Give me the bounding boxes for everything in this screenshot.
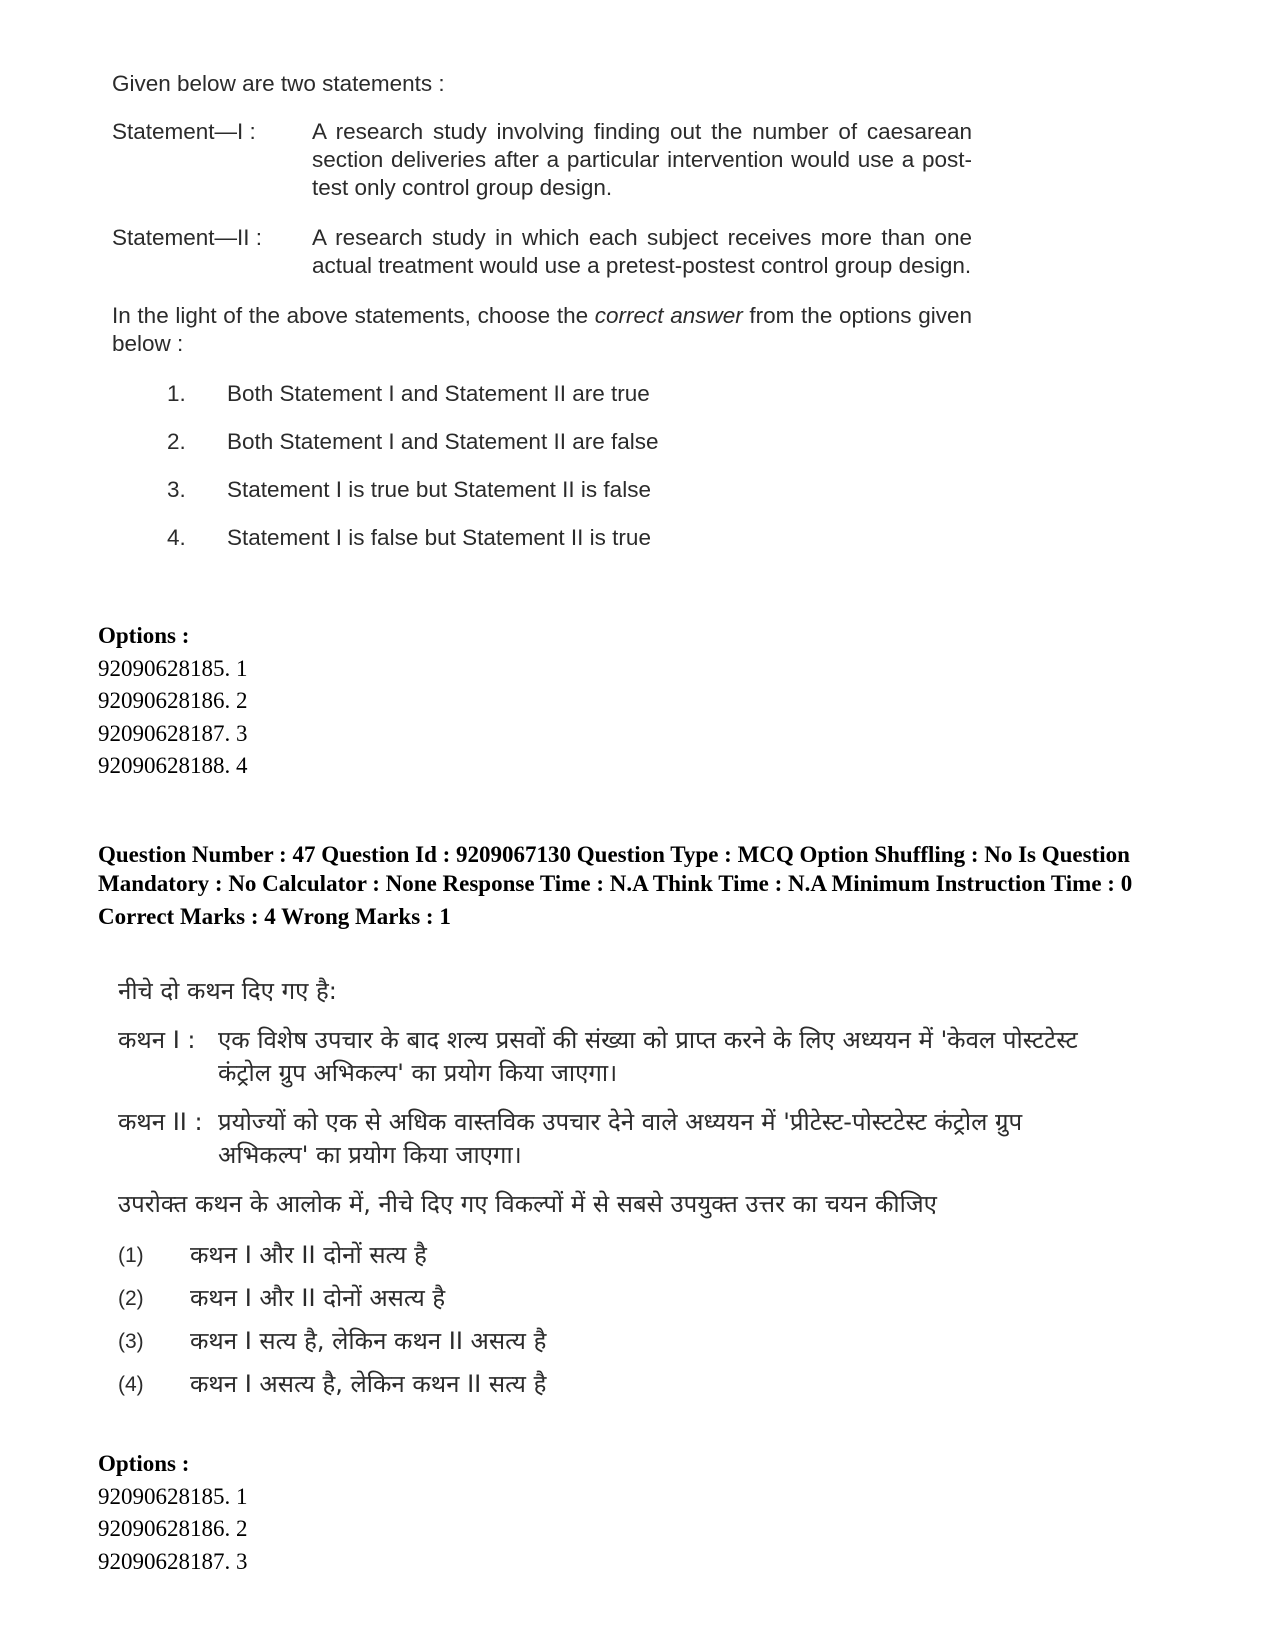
q46-choice-1 (167, 380, 972, 408)
statement-label: कथन II : (118, 1108, 203, 1136)
choice-number: (4) (118, 1373, 144, 1396)
choice-number: (1) (118, 1244, 144, 1267)
statement-text: A research study involving finding out the number of caesarean section deliveries after a particular intervention would use a post-test only control group design. (312, 119, 972, 200)
choice-number: 1. (167, 381, 186, 406)
statement-text: एक विशेष उपचार के बाद शल्य प्रसवों की संख्या को प्राप्त करने के लिए अध्ययन में 'केवल पोस्टटेस्ट कंट्रोल ग्रुप अभिकल्प' का प्रयोग किया जाएगा। (218, 1026, 1078, 1087)
statement-text: A research study in which each subject receives more than one actual treatment would use a pretest-postest control group design. (312, 225, 972, 278)
q47-meta (98, 840, 1178, 931)
conclusion-italic: correct answer (594, 303, 743, 328)
statement-label: Statement—I : (112, 119, 256, 144)
q46-conclusion (112, 302, 972, 358)
option-item: 92090628185. 1 (98, 1483, 248, 1509)
option-item: 92090628188. 4 (98, 753, 248, 778)
q46-statement-2 (112, 224, 972, 280)
choice-text: Statement I is false but Statement II is true (227, 525, 651, 550)
choice-text: कथन I असत्य है, लेकिन कथन II सत्य है (190, 1370, 547, 1398)
q47-choice-4 (118, 1368, 1098, 1401)
q47-choice-3 (118, 1325, 1098, 1358)
statement-label: Statement—II : (112, 225, 263, 250)
q47-statement-2 (118, 1106, 1098, 1172)
option-item: 92090628185. 1 (98, 655, 248, 681)
q46-choice-2 (167, 428, 972, 456)
choice-text: कथन I सत्य है, लेकिन कथन II असत्य है (190, 1327, 547, 1355)
q47-intro: नीचे दो कथन दिए गए है: (118, 977, 337, 1005)
question-46-body (112, 70, 972, 572)
marks-line: Correct Marks : 4 Wrong Marks : 1 (98, 904, 451, 929)
choice-number: 2. (167, 429, 186, 454)
q47-conclusion: उपरोक्त कथन के आलोक में, नीचे दिए गए विकल्पों में से सबसे उपयुक्त उत्तर का चयन कीजिए (118, 1190, 937, 1218)
choice-number: 4. (167, 525, 186, 550)
choice-text: Both Statement I and Statement II are false (227, 429, 659, 454)
choice-text: Statement I is true but Statement II is false (227, 477, 651, 502)
conclusion-pre: In the light of the above statements, choose the (112, 303, 595, 328)
q47-options-list (98, 1448, 248, 1578)
options-header: Options : (98, 1451, 190, 1476)
option-item: 92090628186. 2 (98, 688, 248, 713)
q46-choice-4 (167, 524, 972, 552)
q47-choice-1 (118, 1239, 1098, 1272)
option-item: 92090628186. 2 (98, 1516, 248, 1541)
option-item: 92090628187. 3 (98, 720, 248, 746)
q46-choice-3 (167, 476, 972, 504)
option-item: 92090628187. 3 (98, 1548, 248, 1574)
conclusion-post: from the options given below : (112, 303, 973, 356)
options-header: Options : (98, 623, 190, 648)
q47-statement-1 (118, 1024, 1098, 1090)
q46-statement-1 (112, 118, 972, 202)
q46-intro: Given below are two statements : (112, 71, 445, 96)
choice-text: Both Statement I and Statement II are true (227, 381, 650, 406)
choice-number: (3) (118, 1330, 144, 1353)
choice-number: 3. (167, 477, 186, 502)
q47-choice-2 (118, 1282, 1098, 1315)
statement-label: कथन I : (118, 1026, 196, 1054)
question-meta-line: Question Number : 47 Question Id : 9209067130 Question Type : MCQ Option Shuffling : No Is Question Mandatory : No Calculator : None Response Time : N.A Think Time : N.A Minimum Instruction Time : 0 (98, 842, 1133, 896)
question-47-body-hindi (118, 975, 1098, 1411)
statement-text: प्रयोज्यों को एक से अधिक वास्तविक उपचार देने वाले अध्ययन में 'प्रीटेस्ट-पोस्टटेस्ट कंट्रोल ग्रुप अभिकल्प' का प्रयोग किया जाएगा। (218, 1108, 1023, 1169)
choice-text: कथन I और II दोनों असत्य है (190, 1284, 446, 1312)
choice-text: कथन I और II दोनों सत्य है (190, 1241, 427, 1269)
q46-options-list (98, 620, 248, 783)
choice-number: (2) (118, 1287, 144, 1310)
